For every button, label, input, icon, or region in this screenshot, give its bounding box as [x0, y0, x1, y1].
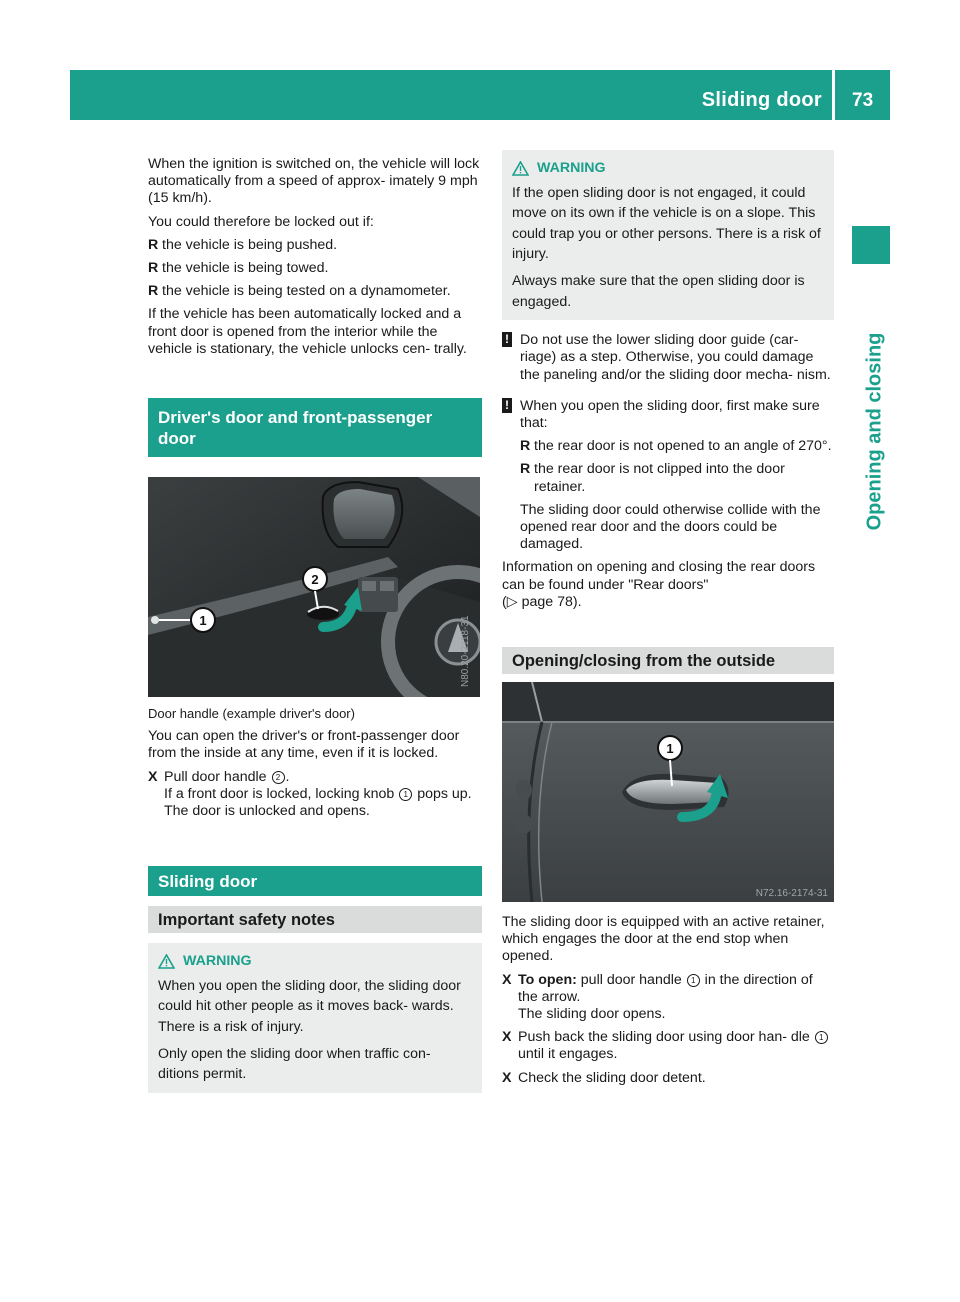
- chapter-title: Sliding door: [701, 89, 822, 111]
- info-text: Information on opening and closing the rear doors can be found under "Rear doors" (▷ page 78).: [502, 559, 816, 610]
- side-section-label: Opening and closing: [863, 332, 886, 531]
- list-item: R the vehicle is being tested on a dynamometer.: [148, 283, 451, 300]
- list-item: R the vehicle is being pushed.: [148, 236, 338, 253]
- warning-title: WARNING: [537, 160, 606, 176]
- door-handle-figure: [148, 477, 480, 697]
- list-item: R the vehicle is being towed.: [148, 260, 329, 277]
- right-column: [502, 150, 834, 1093]
- instruction-step: X Push back the sliding door using door han- dle 1 until it engages.: [502, 1029, 834, 1063]
- callout-ref: 2: [272, 771, 285, 784]
- page-reference-link[interactable]: page 78).: [521, 593, 582, 610]
- left-column: [148, 156, 482, 1093]
- instruction-step: X To open: pull door handle 1 in the direction of the arrow. The sliding door opens.: [502, 971, 813, 1023]
- callout-ref: 1: [399, 788, 412, 801]
- sliding-door-exterior-illustration: [502, 682, 834, 902]
- page-number: 73: [852, 90, 874, 111]
- side-tab-marker: [852, 226, 890, 264]
- intro-text: When the ignition is switched on, the vehicle will lock automatically from a speed of approx- imately 9 mph (15 km/h).: [148, 156, 480, 207]
- figure-caption: Door handle (example driver's door): [148, 706, 355, 722]
- section-heading-safety: Important safety notes: [148, 906, 482, 933]
- figure-callout-1: 1: [199, 613, 207, 629]
- callout-ref: 1: [815, 1031, 828, 1044]
- warning-title: WARNING: [183, 953, 252, 970]
- door-interior-illustration: [148, 477, 480, 697]
- warning-triangle-icon: [512, 161, 529, 176]
- section-heading-sliding-door: Sliding door: [148, 866, 482, 896]
- unlock-text: If the vehicle has been automatically locked and a front door is opened from the interior while the vehicle is stationary, the vehicle unlocks cen- trally.: [148, 306, 467, 357]
- doors-text: You can open the driver's or front-passenger door from the inside at any time, even if it is locked.: [148, 728, 460, 762]
- header-divider: [832, 70, 835, 120]
- locked-out-intro: You could therefore be locked out if:: [148, 213, 374, 230]
- note-damage: ! Do not use the lower sliding door guide (car- riage) as a step. Otherwise, you could damage the paneling and/or the sliding door mecha- nism.: [502, 332, 834, 384]
- list-item: R the rear door is not opened to an angle of 270°.: [520, 438, 832, 455]
- sliding-door-handle-figure: [502, 682, 834, 902]
- note-end: The sliding door could otherwise collide with the opened rear door and the doors could be damaged.: [520, 501, 821, 553]
- section-heading-outside: Opening/closing from the outside: [502, 647, 834, 674]
- note-damage: ! When you open the sliding door, first make sure that:: [502, 398, 834, 432]
- figure-code: N72.16-2174-31: [755, 888, 828, 899]
- warning-text: Always make sure that the open sliding door is engaged.: [512, 272, 805, 310]
- warning-text: Only open the sliding door when traffic con- ditions permit.: [158, 1045, 431, 1083]
- page-ref-arrow-icon: ▷: [506, 593, 518, 610]
- warning-triangle-icon: [158, 954, 175, 969]
- figure-callout-2: 2: [311, 572, 319, 588]
- warning-box: [148, 943, 482, 1093]
- warning-text: If the open sliding door is not engaged, it could move on its own if the vehicle is on a slope. This could trap you or other persons. There is a risk of injury.: [512, 184, 821, 263]
- exclamation-icon: !: [502, 398, 512, 413]
- section-heading-doors: Driver's door and front-passenger door: [148, 398, 482, 457]
- exclamation-icon: !: [502, 332, 512, 347]
- callout-ref: 1: [687, 974, 700, 987]
- warning-text: When you open the sliding door, the sliding door could hit other people as it moves back- wards. There is a risk of injury.: [158, 977, 461, 1036]
- instruction-step: X Check the sliding door detent.: [502, 1069, 706, 1086]
- warning-box: [502, 150, 834, 320]
- list-item: R the rear door is not clipped into the door retainer.: [520, 461, 785, 495]
- instruction-step: X Pull door handle 2 . If a front door is locked, locking knob 1 pops up. The door is unlocked and opens.: [148, 768, 472, 820]
- retainer-text: The sliding door is equipped with an active retainer, which engages the door at the end stop when opened.: [502, 914, 825, 965]
- figure-code: N80.20-2118-31: [460, 615, 471, 688]
- page-header: [70, 70, 890, 120]
- figure-callout-1: 1: [666, 741, 674, 756]
